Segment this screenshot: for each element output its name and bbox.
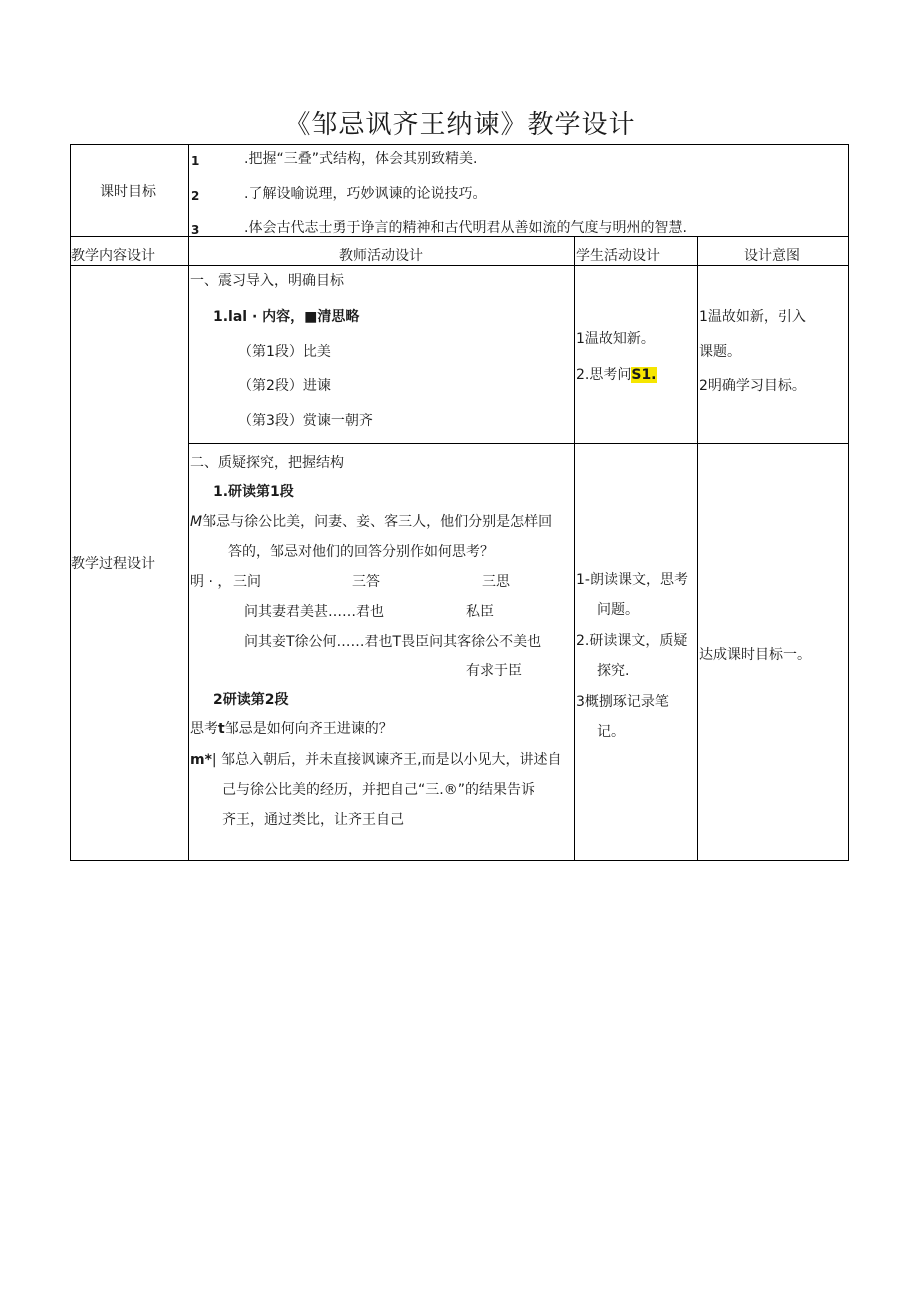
think-text: 邹忌是如何向齐王进谏的？ [224, 721, 393, 737]
goal-text: .把握“三叠”式结构，体会其别致精美. [244, 151, 478, 167]
goals-label: 课时目标 [100, 184, 156, 200]
grid-row: 问其妻君美甚……君也 [244, 604, 384, 620]
section2-question-cont: 答的，邹忌对他们的回答分别作如何思考？ [228, 544, 494, 560]
grid-head-answer: 三答 [352, 574, 380, 590]
section1-student-item: 1温故知新。 [576, 331, 655, 347]
highlight-mark: S1. [631, 367, 657, 383]
section1-intent-line: 2明确学习目标。 [699, 378, 806, 394]
section1-line: （第2段）进谏 [238, 378, 331, 394]
question-prefix: M [190, 514, 203, 530]
section2-intent: 达成课时目标一。 [699, 647, 811, 663]
section1-intent-line: 1温故如新，引入 [699, 309, 806, 325]
student-question-text: 2.思考问 [576, 367, 632, 383]
section2-student-item: 2.研读课文，质疑 [576, 633, 688, 649]
header-student: 学生活动设计 [576, 248, 660, 264]
header-intent: 设计意图 [744, 248, 800, 264]
section2-think [190, 720, 393, 738]
section2-student-item: 记。 [597, 724, 625, 740]
section1-heading: 一、震习导入，明确目标 [190, 273, 344, 289]
grid-row: 问其妾T徐公何……君也T畏臣问其客徐公不美也 [244, 634, 542, 650]
page-title: 《邹忌讽齐王纳谏》教学设计 [284, 110, 636, 140]
process-label: 教学过程设计 [71, 556, 155, 572]
goal-text: .体会古代志士勇于诤言的精神和古代明君从善如流的气度与明州的智慧. [244, 220, 687, 236]
section2-answer-cont: 己与徐公比美的经历，并把自己“三.®”的结果告诉 [222, 782, 535, 798]
grid-row: 有求于臣 [466, 663, 522, 679]
answer-line: | 邹总入朝后，并未直接讽谏齐王,而是以小见大，讲述自 [211, 752, 562, 768]
section2-student-item: 3概捌琢记录笔 [576, 694, 669, 710]
section1-intent-line: 课题。 [699, 344, 741, 360]
section2-sub1: 1.研读第1段 [213, 484, 294, 500]
goal-number: 2 [191, 189, 200, 203]
grid-head-think: 三思 [482, 574, 510, 590]
section1-student-item [576, 366, 657, 384]
section1-line: （第3段）赏谏一朝齐 [238, 413, 373, 429]
section1-sub: 1.lal · 内容，■清思略 [213, 309, 360, 325]
section2-student-item: 探究. [597, 663, 630, 679]
think-mark: t [218, 721, 225, 737]
question-line: 邹忌与徐公比美，问妻、妾、客三人，他们分别是怎样回 [202, 514, 553, 530]
section2-student-item: 1-朗读课文，思考 [576, 572, 688, 588]
section2-answer [190, 751, 562, 769]
section2-answer-cont: 齐王，通过类比，让齐王自己 [222, 812, 404, 828]
grid-prefix: 明 · ， [190, 574, 232, 590]
grid-head-ask: 三问 [233, 574, 261, 590]
section2-sub2: 2研读第2段 [213, 692, 289, 708]
grid-row: 私臣 [466, 604, 494, 620]
goal-text: .了解设喻说理，巧妙讽谏的论说技巧。 [244, 186, 487, 202]
think-prefix: 思考 [190, 721, 218, 737]
section2-heading: 二、质疑探究，把握结构 [190, 455, 344, 471]
header-teacher: 教师活动设计 [339, 248, 423, 264]
header-content: 教学内容设计 [71, 248, 155, 264]
answer-prefix: m* [190, 752, 212, 768]
goal-number: 1 [191, 154, 200, 168]
section2-student-item: 问题。 [597, 602, 639, 618]
section1-line: （第1段）比美 [238, 344, 331, 360]
section2-question [190, 513, 552, 531]
goal-number: 3 [191, 223, 200, 237]
